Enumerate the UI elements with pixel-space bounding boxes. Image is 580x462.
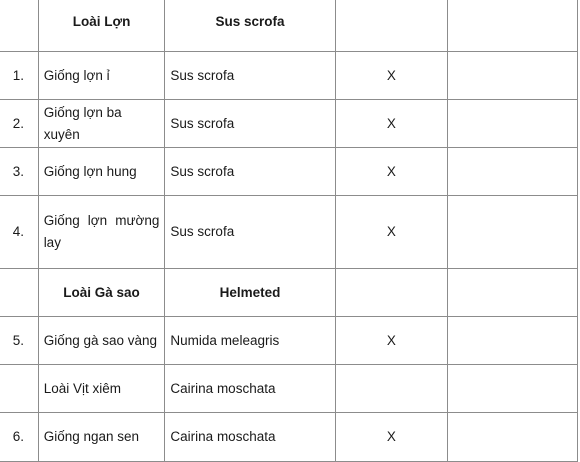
- row-number: 6.: [0, 413, 38, 462]
- extra-cell: [448, 52, 578, 100]
- mark-cell: X: [335, 196, 447, 269]
- scientific-name: Helmeted: [165, 269, 335, 317]
- extra-cell: [448, 365, 578, 413]
- table-row: [0, 0, 578, 52]
- breed-name: Giống ngan sen: [38, 413, 165, 462]
- row-number: [0, 0, 38, 52]
- extra-cell: [448, 196, 578, 269]
- extra-cell: [448, 413, 578, 462]
- row-number: 2.: [0, 100, 38, 148]
- table-row: [0, 52, 578, 100]
- mark-cell: X: [335, 100, 447, 148]
- scientific-name: Numida meleagris: [165, 317, 335, 365]
- species-group-name: Loài Lợn: [38, 0, 165, 52]
- extra-cell: [448, 100, 578, 148]
- scientific-name: Sus scrofa: [165, 196, 335, 269]
- extra-cell: [448, 0, 578, 52]
- breed-name: Giống lợn mường lay: [38, 196, 165, 269]
- mark-cell: [335, 0, 447, 52]
- mark-cell: [335, 365, 447, 413]
- scientific-name: Cairina moschata: [165, 413, 335, 462]
- mark-cell: X: [335, 148, 447, 196]
- mark-cell: X: [335, 52, 447, 100]
- breed-name: Giống lợn ba xuyên: [38, 100, 165, 148]
- scientific-name: Sus scrofa: [165, 0, 335, 52]
- breed-name: Giống gà sao vàng: [38, 317, 165, 365]
- scientific-name: Cairina moschata: [165, 365, 335, 413]
- extra-cell: [448, 269, 578, 317]
- row-number: 4.: [0, 196, 38, 269]
- row-number: [0, 365, 38, 413]
- mark-cell: [335, 269, 447, 317]
- table-row: [0, 365, 578, 413]
- table-row: [0, 148, 578, 196]
- row-number: 1.: [0, 52, 38, 100]
- row-number: [0, 269, 38, 317]
- table-row: [0, 317, 578, 365]
- table-row: [0, 196, 578, 269]
- table-row: [0, 413, 578, 462]
- extra-cell: [448, 317, 578, 365]
- scientific-name: Sus scrofa: [165, 52, 335, 100]
- species-group-name: Loài Gà sao: [38, 269, 165, 317]
- scientific-name: Sus scrofa: [165, 100, 335, 148]
- species-group-name: Loài Vịt xiêm: [38, 365, 165, 413]
- scientific-name: Sus scrofa: [165, 148, 335, 196]
- row-number: 3.: [0, 148, 38, 196]
- mark-cell: X: [335, 317, 447, 365]
- breed-name: Giống lợn ỉ: [38, 52, 165, 100]
- mark-cell: X: [335, 413, 447, 462]
- row-number: 5.: [0, 317, 38, 365]
- extra-cell: [448, 148, 578, 196]
- table-row: [0, 100, 578, 148]
- breed-name: Giống lợn hung: [38, 148, 165, 196]
- table-row: [0, 269, 578, 317]
